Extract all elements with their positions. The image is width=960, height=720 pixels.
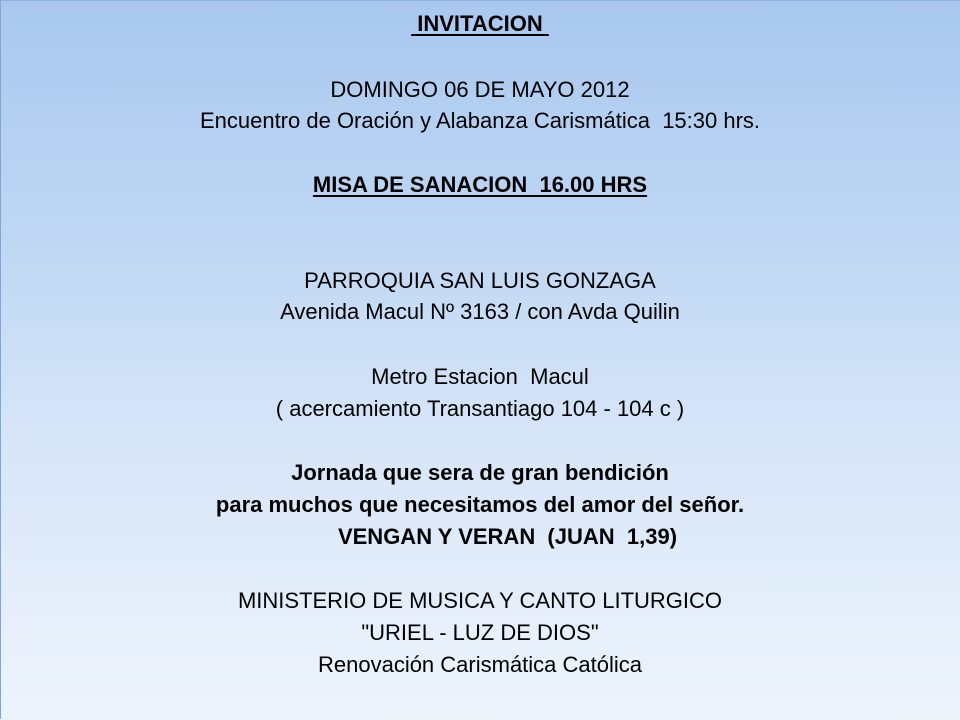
ministry-name: MINISTERIO DE MUSICA Y CANTO LITURGICO bbox=[237, 588, 723, 613]
mass-title: MISA DE SANACION 16.00 HRS bbox=[312, 172, 648, 197]
blessing-line-2: para muchos que necesitamos del amor del señor. bbox=[215, 492, 745, 517]
invitation-title: INVITACION bbox=[411, 11, 549, 36]
blessing-line-1: Jornada que sera de gran bendición bbox=[291, 460, 669, 485]
event-description: Encuentro de Oración y Alabanza Carismática 15:30 hrs. bbox=[199, 108, 761, 133]
parish-address: Avenida Macul Nº 3163 / con Avda Quilin bbox=[280, 299, 680, 324]
transit-info: ( acercamiento Transantiago 104 - 104 c ) bbox=[275, 396, 685, 421]
bible-verse: VENGAN Y VERAN (JUAN 1,39) bbox=[282, 524, 678, 549]
metro-station: Metro Estacion Macul bbox=[371, 364, 589, 389]
renewal-name: Renovación Carismática Católica bbox=[317, 652, 643, 677]
group-name: "URIEL - LUZ DE DIOS" bbox=[361, 620, 599, 645]
event-date: DOMINGO 06 DE MAYO 2012 bbox=[330, 77, 630, 102]
parish-name: PARROQUIA SAN LUIS GONZAGA bbox=[304, 268, 656, 293]
